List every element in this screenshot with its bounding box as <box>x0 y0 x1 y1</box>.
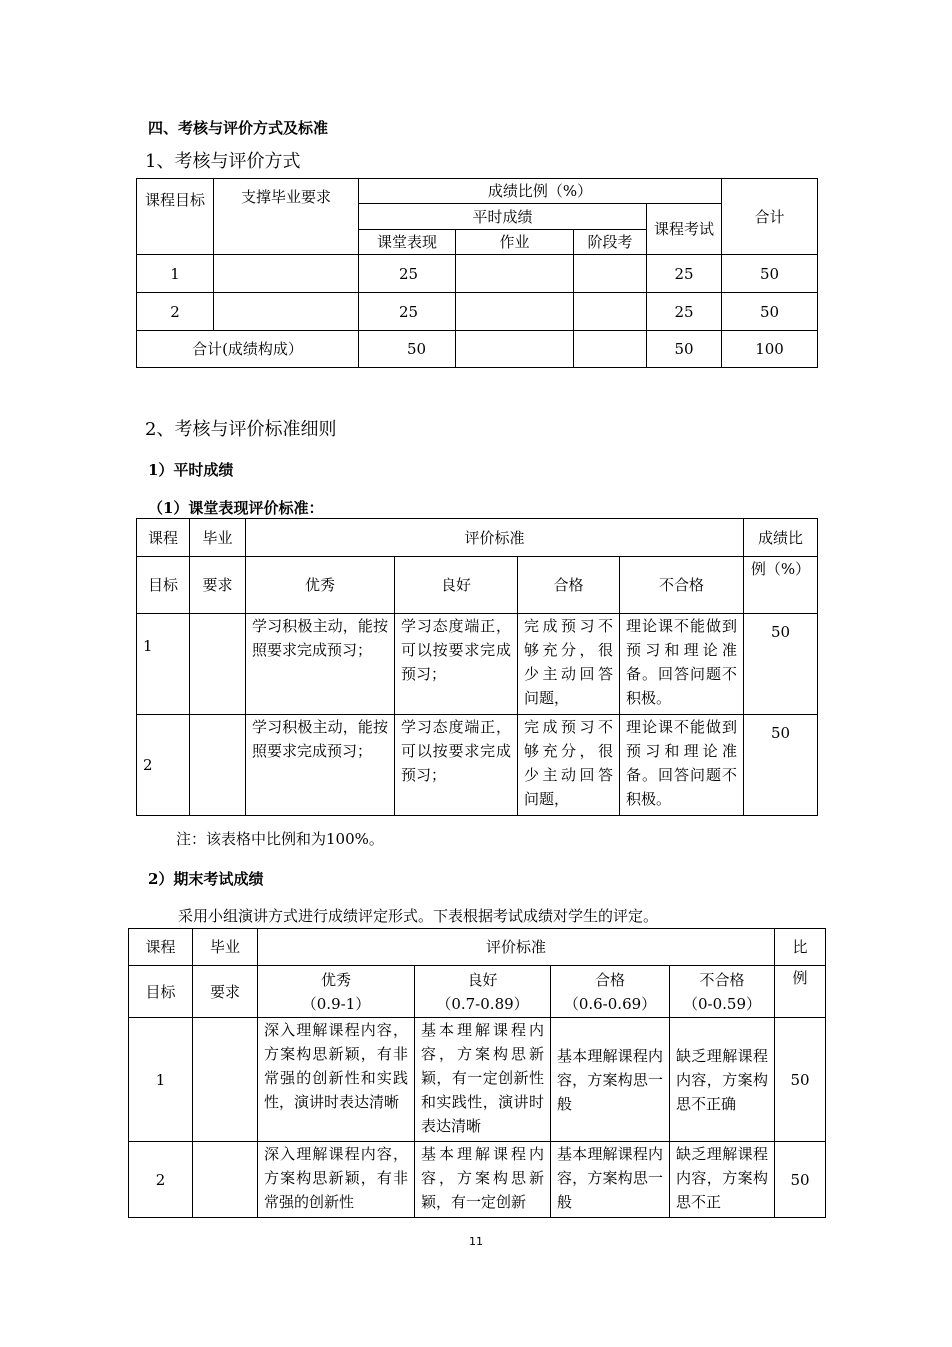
cell-exam: 50 <box>647 331 722 368</box>
cell-total: 50 <box>722 293 818 331</box>
final-exam-intro: 采用小组演讲方式进行成绩评定形式。下表根据考试成绩对学生的评定。 <box>178 907 659 925</box>
cell-excellent: 学习积极主动，能按照要求完成预习； <box>246 715 395 816</box>
header-pass-label: 合格 <box>594 970 625 989</box>
header-total: 合计 <box>722 179 818 255</box>
header-ratio-b: 例 <box>775 966 826 1018</box>
cell-support <box>214 255 359 293</box>
cell-exam: 25 <box>647 293 722 331</box>
cell-homework <box>456 331 574 368</box>
header-excellent <box>258 966 415 1018</box>
table-row <box>137 614 818 715</box>
cell-requirement <box>193 1018 258 1142</box>
cell-ratio: 50 <box>775 1018 826 1142</box>
header-graduation: 毕业 <box>190 519 246 557</box>
subsection-title-criteria: 2、考核与评价标准细则 <box>145 419 337 440</box>
cell-homework <box>456 293 574 331</box>
cell-fail: 理论课不能做到预习和理论准备。回答问题不积极。 <box>620 715 744 816</box>
header-requirement: 要求 <box>193 966 258 1018</box>
header-course-goal: 课程目标 <box>137 179 214 255</box>
cell-goal: 1 <box>137 614 190 715</box>
header-course: 课程 <box>129 929 193 966</box>
cell-excellent: 学习积极主动，能按照要求完成预习； <box>246 614 395 715</box>
cell-class: 50 <box>359 331 456 368</box>
header-criteria: 评价标准 <box>246 519 744 557</box>
cell-good: 学习态度端正，可以按要求完成预习； <box>395 614 518 715</box>
class-performance-table <box>136 518 818 816</box>
final-exam-title: 2）期末考试成绩 <box>148 870 264 888</box>
cell-ratio: 50 <box>744 715 818 816</box>
header-fail-label: 不合格 <box>699 970 745 989</box>
table-row <box>137 293 818 331</box>
cell-good: 基本理解课程内容，方案构思新颖，有一定创新 <box>415 1142 551 1218</box>
page-number: 11 <box>469 1235 483 1248</box>
cell-excellent: 深入理解课程内容，方案构思新颖，有非常强的创新性 <box>258 1142 415 1218</box>
cell-pass: 基本理解课程内容，方案构思一般 <box>551 1142 670 1218</box>
cell-ratio: 50 <box>744 614 818 715</box>
cell-total: 50 <box>722 255 818 293</box>
cell-good: 学习态度端正，可以按要求完成预习； <box>395 715 518 816</box>
cell-requirement <box>190 715 246 816</box>
table-note: 注：该表格中比例和为100%。 <box>176 830 384 848</box>
header-fail-range: （0-0.59） <box>683 994 762 1013</box>
table-row <box>129 1018 826 1142</box>
header-fail: 不合格 <box>620 557 744 614</box>
header-pass-range: （0.6-0.69） <box>563 994 657 1013</box>
header-requirement: 要求 <box>190 557 246 614</box>
cell-pass: 基本理解课程内容，方案构思一般 <box>551 1018 670 1142</box>
cell-stage <box>574 255 647 293</box>
header-regular-score: 平时成绩 <box>359 204 647 230</box>
cell-goal: 1 <box>129 1018 193 1142</box>
cell-pass: 完成预习不够充分，很少主动回答问题， <box>518 715 620 816</box>
header-excellent: 优秀 <box>246 557 395 614</box>
header-good <box>415 966 551 1018</box>
cell-fail: 理论课不能做到预习和理论准备。回答问题不积极。 <box>620 614 744 715</box>
cell-fail: 缺乏理解课程内容，方案构思不正 <box>670 1142 775 1218</box>
table-row-sum <box>137 331 818 368</box>
cell-class: 25 <box>359 293 456 331</box>
cell-requirement <box>193 1142 258 1218</box>
header-graduation: 毕业 <box>193 929 258 966</box>
cell-stage <box>574 331 647 368</box>
header-good-range: （0.7-0.89） <box>436 994 529 1013</box>
header-good: 良好 <box>395 557 518 614</box>
header-homework: 作业 <box>456 230 574 255</box>
cell-exam: 25 <box>647 255 722 293</box>
header-pass: 合格 <box>518 557 620 614</box>
header-course-exam: 课程考试 <box>647 204 722 255</box>
cell-goal: 1 <box>137 255 214 293</box>
header-goal: 目标 <box>129 966 193 1018</box>
cell-good: 基本理解课程内容，方案构思新颖，有一定创新性和实践性，演讲时表达清晰 <box>415 1018 551 1142</box>
header-fail <box>670 966 775 1018</box>
assessment-method-table <box>136 178 818 368</box>
final-exam-table <box>128 928 826 1218</box>
subsection-title-assessment-method: 1、考核与评价方式 <box>145 151 301 172</box>
cell-fail: 缺乏理解课程内容，方案构思不正确 <box>670 1018 775 1142</box>
header-excellent-label: 优秀 <box>320 970 351 989</box>
header-goal: 目标 <box>137 557 190 614</box>
cell-goal: 2 <box>137 293 214 331</box>
header-ratio-b: 例（%） <box>744 557 818 614</box>
cell-total: 100 <box>722 331 818 368</box>
cell-ratio: 50 <box>775 1142 826 1218</box>
cell-excellent: 深入理解课程内容，方案构思新颖，有非常强的创新性和实践性，演讲时表达清晰 <box>258 1018 415 1142</box>
header-excellent-range: （0.9-1） <box>301 994 371 1013</box>
header-criteria: 评价标准 <box>258 929 775 966</box>
regular-score-title: 1）平时成绩 <box>148 461 234 479</box>
cell-goal: 2 <box>129 1142 193 1218</box>
cell-requirement <box>190 614 246 715</box>
header-good-label: 良好 <box>467 970 498 989</box>
cell-class: 25 <box>359 255 456 293</box>
header-pass <box>551 966 670 1018</box>
cell-goal: 2 <box>137 715 190 816</box>
header-ratio-a: 比 <box>775 929 826 966</box>
header-ratio-a: 成绩比 <box>744 519 818 557</box>
header-score-ratio: 成绩比例（%） <box>359 179 722 204</box>
cell-support <box>214 293 359 331</box>
header-stage-exam: 阶段考 <box>574 230 647 255</box>
section-title: 四、考核与评价方式及标准 <box>148 119 329 137</box>
header-class-performance: 课堂表现 <box>359 230 456 255</box>
cell-sum-label: 合计(成绩构成） <box>137 331 359 368</box>
cell-pass: 完成预习不够充分，很少主动回答问题， <box>518 614 620 715</box>
table-row <box>137 715 818 816</box>
header-support-requirement: 支撑毕业要求 <box>214 179 359 255</box>
header-course: 课程 <box>137 519 190 557</box>
class-performance-criteria-title: （1）课堂表现评价标准： <box>148 499 324 517</box>
table-row <box>129 1142 826 1218</box>
cell-homework <box>456 255 574 293</box>
table-row <box>137 255 818 293</box>
cell-stage <box>574 293 647 331</box>
